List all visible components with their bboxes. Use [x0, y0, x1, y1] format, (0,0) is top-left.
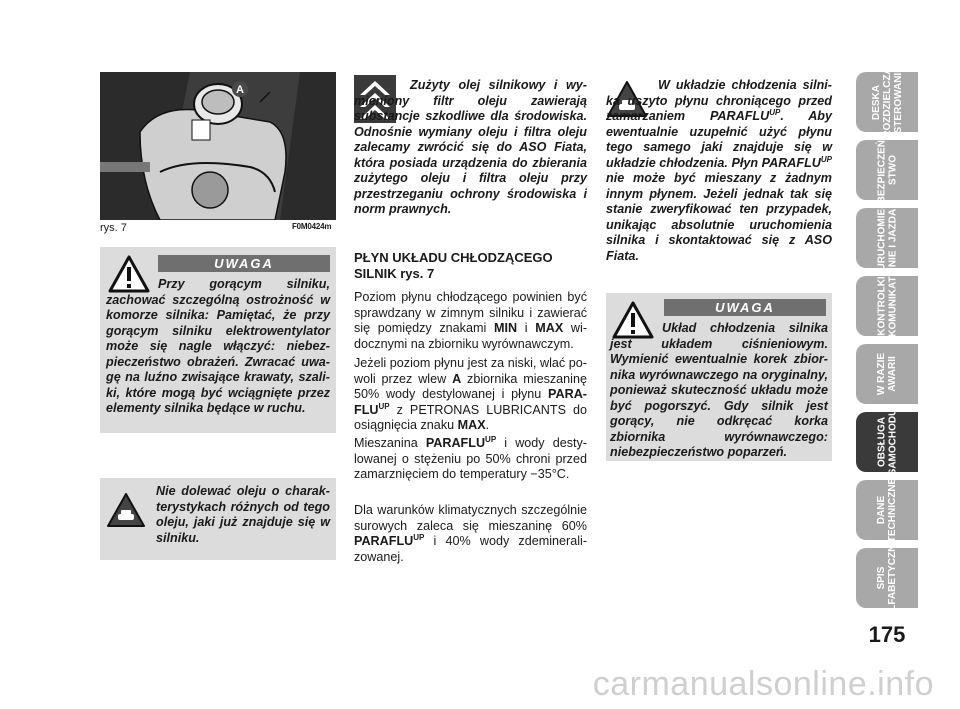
warning-header-right: UWAGA: [664, 299, 826, 316]
coolant-heading-line-2: [354, 266, 587, 282]
coolant-heading: [354, 250, 587, 282]
page-number: 175: [868, 622, 906, 647]
note-text-oil: Nie dolewać oleju o charakterystykach różnych od tego oleju, jaki już znajduje się w silniku.: [156, 484, 330, 545]
p2-marker-a: A: [452, 371, 462, 386]
p2-text-b: zbiornika mieszaninę 50% wody destylowanej i płynu: [354, 371, 587, 401]
p1-and: i: [524, 321, 528, 335]
tab-maintenance-label: OBSŁUGA SAMOCHODU: [876, 408, 899, 476]
p2-up: UP: [378, 401, 390, 411]
p3-text-a: Mieszanina: [354, 436, 418, 450]
p4-text-a: Dla warunków klimatycznych szczególnie surowych zaleca się mieszaninę 60%: [354, 503, 587, 533]
note-box-oil: [100, 478, 336, 560]
tab-index-label: SPIS ALFABETYCZNY: [876, 538, 898, 618]
p1-text-b: widocznymi na zbiorniku wyrównawczym.: [354, 321, 588, 351]
p2-text-a: Jeżeli poziom płynu jest za niski, wlać powoli przez wlew: [354, 356, 587, 386]
tab-emergency-label: W RAZIE AWARII: [876, 352, 898, 396]
p4-paraflu: PARAFLU: [354, 534, 414, 548]
p1-text-a: Poziom płynu chłodzącego powinien być sprawdzany w zimnym silniku i zawierać się pomiędzy znakami: [354, 290, 587, 335]
p4-text-b: i 40% wody zdemineralizowanej.: [354, 534, 588, 564]
tab-index[interactable]: [856, 538, 918, 618]
coolant-heading-engine: SILNIK: [354, 266, 397, 281]
p3-text-b: i wody destylowanej o stężeniu po 50% chroni przed zamarznięciem do temperatury −35°C.: [354, 436, 587, 481]
coolant-paragraph-1: [354, 290, 587, 352]
tab-warning-lights-label: KONTROLKI I KOMUNIKATY: [876, 269, 898, 343]
environment-note-text: Zużyty olej silnikowy i wymieniony filtr oleju zawierają substancje szkodliwe dla środowiska. Odnośnie wymiany oleju i filtra oleju zalecamy zwrócić się do ASO Fiata, która posiada urządzenia do zbierania zużytego oleju i filtra oleju przy przestrzeganiu ochrony środowiska i norm prawnych.: [354, 78, 587, 216]
p1-max: MAX: [535, 321, 564, 335]
coolant-heading-ref: rys. 7: [400, 266, 435, 281]
warning-header-left: UWAGA: [158, 255, 330, 272]
p3-up: UP: [485, 434, 497, 444]
tab-technical-data-label: DANE TECHNICZNE: [876, 477, 899, 543]
p2-text-c: z PETRONAS LUBRICANTS do osiągnięcia znaku: [354, 402, 588, 432]
figure-code: F0M0424m: [292, 222, 332, 231]
p1-min: MIN: [493, 321, 518, 335]
warning-text-right: Układ chłodzenia silnika jest układem ciśnieniowym. Wymienić ewentualnie korek zbiornika wyrównawczego na oryginalny, ponieważ skuteczność układu może być pogorszyć. Gdy silnik jest gorący, nie odkręcać korka zbiornika wyrównawczego: niebezpieczeństwo poparzeń.: [610, 321, 828, 459]
coolant-reservoir-illustration: [100, 72, 336, 220]
coolant-paragraph-3: [354, 436, 587, 483]
p3-paraflu: PARAFLU: [425, 436, 486, 450]
warning-text-left: Przy gorącym silniku, zachować szczególną ostrożność w komorze silnika: Pamiętać, że przy gorącym silniku elektrowentylator może się nagle włączyć: niebezpieczeństwo obrażeń. Zwracać uwagę na luźno zwisające krawaty, szaliki, które mogą być wciągnięte przez elementy silnika będące w ruchu.: [106, 277, 330, 415]
p4-up: UP: [413, 532, 425, 542]
tab-maintenance[interactable]: [856, 408, 918, 476]
paraflu-note-up-1: UP: [769, 107, 781, 117]
watermark: carmanualsonline.info: [592, 665, 934, 703]
tab-starting-driving-label: URUCHOMIE- NIE I JAZDA: [876, 205, 898, 271]
p2-max: MAX: [457, 418, 486, 432]
tab-dashboard[interactable]: [856, 65, 918, 139]
paraflu-note-up-2: UP: [820, 154, 832, 164]
p2-paraflu: PARAFLU: [354, 387, 587, 417]
tab-technical-data[interactable]: [856, 477, 918, 543]
coolant-paragraph-2: [354, 356, 587, 434]
figure-marker-label: A: [236, 84, 244, 96]
figure-caption: rys. 7: [100, 222, 127, 234]
tab-warning-lights[interactable]: [856, 269, 918, 343]
coolant-paragraph-4: [354, 503, 587, 565]
warning-box-left: [100, 247, 336, 433]
car-warning-icon: [106, 492, 146, 533]
engine-coolant-figure: [100, 72, 336, 220]
paraflu-note-a: W układzie chłodzenia silnika uszyto płynu chroniącego przed zamarzaniem PARAFLU: [606, 78, 832, 123]
paraflu-note-c: nie może być mieszany z żadnym innym płynem. Jeżeli jednak tak się stanie zweryfikować ten przypadek, unikając absolutnie uruchomienia silnika i skontaktować się z ASO Fiata.: [606, 171, 832, 263]
tab-emergency[interactable]: [856, 344, 918, 404]
tab-safety[interactable]: [856, 136, 918, 204]
tab-safety-label: BEZPIECZEŃ- STWO: [876, 136, 899, 204]
tab-starting-driving[interactable]: [856, 205, 918, 271]
coolant-heading-line-1: PŁYN UKŁADU CHŁODZĄCEGO: [354, 250, 553, 265]
paraflu-note-b: . Aby ewentualnie uzupełnić użyć płynu tego samego jaki znajduje się w układzie chłodzenia. Płyn PARAFLU: [606, 109, 832, 170]
warning-box-right: [606, 293, 832, 461]
paraflu-note-text: [606, 78, 832, 264]
p2-dot: .: [485, 418, 490, 432]
tab-dashboard-label: DESKA ROZDZIELCZA I STEROWANIE: [870, 65, 904, 139]
